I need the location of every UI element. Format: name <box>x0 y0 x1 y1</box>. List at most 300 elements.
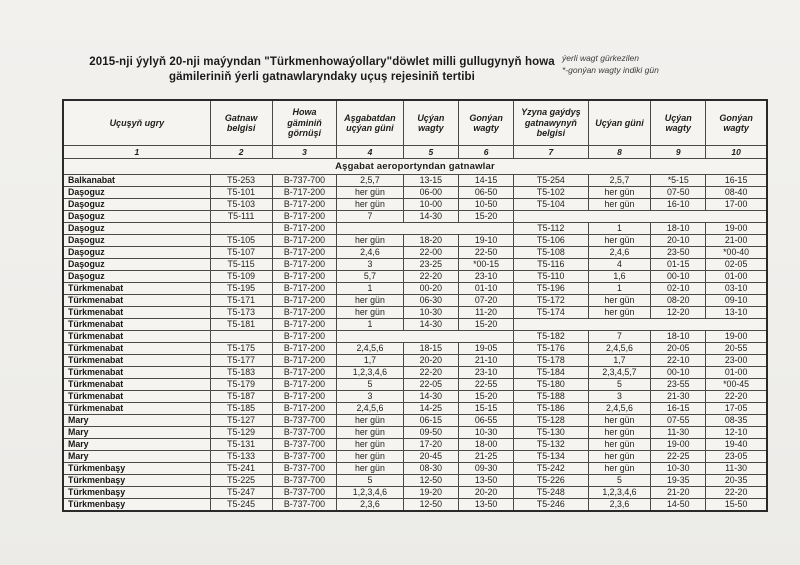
column-number-8: 8 <box>588 146 651 159</box>
cell-departure-days: 5 <box>337 379 403 391</box>
cell-destination: Türkmenabat <box>63 379 210 391</box>
cell-return-arrival-time: 17-00 <box>706 199 767 211</box>
header-cell-flight-number: Gatnaw belgisi <box>210 100 272 146</box>
cell-flight-number: T5-225 <box>210 475 272 487</box>
cell-flight-number: T5-107 <box>210 247 272 259</box>
section-header-row <box>63 159 767 175</box>
cell-destination: Türkmenabat <box>63 391 210 403</box>
cell-destination: Daşoguz <box>63 223 210 235</box>
cell-departure-time: 20-20 <box>403 355 459 367</box>
cell-return-arrival-time: 11-30 <box>706 463 767 475</box>
cell-aircraft-type: B-717-200 <box>272 379 337 391</box>
cell-departure-time: 20-45 <box>403 451 459 463</box>
cell-destination: Türkmenabat <box>63 403 210 415</box>
cell-flight-number: T5-177 <box>210 355 272 367</box>
cell-destination: Türkmenbaşy <box>63 487 210 499</box>
column-number-7: 7 <box>514 146 589 159</box>
cell-departure-days: her gün <box>337 235 403 247</box>
cell-return-arrival-time: 01-00 <box>706 367 767 379</box>
cell-return-days: her gün <box>588 235 651 247</box>
cell-return-departure-time: 12-20 <box>651 307 706 319</box>
cell-flight-number: T5-171 <box>210 295 272 307</box>
cell-departure-days: 2,4,5,6 <box>337 343 403 355</box>
column-number-1: 1 <box>63 146 210 159</box>
header-cell-departure-time: Uçýan wagty <box>403 100 459 146</box>
table-row <box>63 391 767 403</box>
cell-arrival-time: 07-20 <box>459 295 514 307</box>
table-row <box>63 463 767 475</box>
cell-return-arrival-time: 19-00 <box>706 223 767 235</box>
table-row <box>63 367 767 379</box>
cell-aircraft-type: B-717-200 <box>272 199 337 211</box>
cell-destination: Türkmenabat <box>63 367 210 379</box>
cell-aircraft-type: B-717-200 <box>272 367 337 379</box>
cell-departure-time: 12-50 <box>403 499 459 512</box>
table-row <box>63 211 767 223</box>
flight-schedule-table <box>62 99 768 512</box>
table-row <box>63 487 767 499</box>
cell-flight-number: T5-187 <box>210 391 272 403</box>
cell-return-arrival-time: 03-10 <box>706 283 767 295</box>
table-row <box>63 403 767 415</box>
table-row <box>63 235 767 247</box>
legend-note-line2: *-gonýan wagty indiki gün <box>562 65 659 75</box>
cell-destination: Türkmenabat <box>63 307 210 319</box>
cell-departure-time: 06-00 <box>403 187 459 199</box>
cell-return-arrival-time: 13-10 <box>706 307 767 319</box>
table-row <box>63 331 767 343</box>
cell-aircraft-type: B-737-700 <box>272 439 337 451</box>
column-number-row <box>63 146 767 159</box>
cell-departure-time: 22-20 <box>403 367 459 379</box>
cell-departure-time: 14-25 <box>403 403 459 415</box>
cell-departure-days: 2,4,5,6 <box>337 403 403 415</box>
cell-aircraft-type: B-737-700 <box>272 487 337 499</box>
cell-return-days: 4 <box>588 259 651 271</box>
cell-destination: Türkmenabat <box>63 319 210 331</box>
cell-return-flight-number: T5-110 <box>514 271 589 283</box>
cell-flight-number: T5-111 <box>210 211 272 223</box>
cell-arrival-time: 20-20 <box>459 487 514 499</box>
cell-aircraft-type: B-737-700 <box>272 463 337 475</box>
cell-departure-days: her gün <box>337 451 403 463</box>
header-cell-aircraft-type: Howa gäminiň görnüşi <box>272 100 337 146</box>
section-header: Aşgabat aeroportyndan gatnawlar <box>63 159 767 175</box>
table-row <box>63 247 767 259</box>
cell-departure-days: her gün <box>337 427 403 439</box>
cell-return-arrival-time: 09-10 <box>706 295 767 307</box>
cell-flight-number: T5-247 <box>210 487 272 499</box>
cell-aircraft-type: B-717-200 <box>272 235 337 247</box>
cell-return-days: her gün <box>588 199 651 211</box>
table-row <box>63 295 767 307</box>
cell-return-arrival-time: 20-55 <box>706 343 767 355</box>
table-row <box>63 259 767 271</box>
cell-return-days: 7 <box>588 331 651 343</box>
cell-return-days: 2,3,4,5,7 <box>588 367 651 379</box>
cell-return-departure-time: 20-10 <box>651 235 706 247</box>
cell-flight-number: T5-173 <box>210 307 272 319</box>
cell-arrival-time: 15-20 <box>459 319 514 331</box>
table-row <box>63 283 767 295</box>
cell-arrival-time: 15-15 <box>459 403 514 415</box>
page-title-line2: gämileriniň ýerli gatnawlaryndaky uçuş rejesiniň tertibi <box>169 71 475 83</box>
cell-arrival-time: 15-20 <box>459 211 514 223</box>
cell-flight-number: T5-115 <box>210 259 272 271</box>
cell-return-days: 5 <box>588 379 651 391</box>
table-row <box>63 199 767 211</box>
table-row <box>63 439 767 451</box>
cell-aircraft-type: B-717-200 <box>272 271 337 283</box>
cell-aircraft-type: B-717-200 <box>272 223 337 235</box>
cell-arrival-time: 23-10 <box>459 271 514 283</box>
cell-flight-number: T5-103 <box>210 199 272 211</box>
cell-departure-days: 2,4,6 <box>337 247 403 259</box>
cell-return-departure-time: 11-30 <box>651 427 706 439</box>
cell-return-departure-time: 19-35 <box>651 475 706 487</box>
cell-departure-days: her gün <box>337 295 403 307</box>
cell-departure-days: 1,2,3,4,6 <box>337 367 403 379</box>
cell-departure-time: 22-20 <box>403 271 459 283</box>
cell-return-days: 1,2,3,4,6 <box>588 487 651 499</box>
cell-arrival-time: 14-15 <box>459 175 514 187</box>
cell-flight-number: T5-179 <box>210 379 272 391</box>
cell-return-flight-number: T5-226 <box>514 475 589 487</box>
cell-departure-time: 10-00 <box>403 199 459 211</box>
cell-departure-time: 00-20 <box>403 283 459 295</box>
cell-return-days: 1 <box>588 223 651 235</box>
cell-flight-number: T5-181 <box>210 319 272 331</box>
cell-flight-number <box>210 331 272 343</box>
cell-destination: Daşoguz <box>63 187 210 199</box>
cell-return-flight-number: T5-180 <box>514 379 589 391</box>
cell-blank-merged <box>337 331 514 343</box>
cell-return-days: 3 <box>588 391 651 403</box>
cell-aircraft-type: B-737-700 <box>272 175 337 187</box>
cell-return-arrival-time: 20-35 <box>706 475 767 487</box>
cell-return-flight-number: T5-134 <box>514 451 589 463</box>
cell-aircraft-type: B-717-200 <box>272 187 337 199</box>
cell-destination: Türkmenbaşy <box>63 475 210 487</box>
cell-aircraft-type: B-717-200 <box>272 295 337 307</box>
cell-aircraft-type: B-737-700 <box>272 475 337 487</box>
cell-flight-number: T5-241 <box>210 463 272 475</box>
legend-note-line1: ýerli wagt gürkezilen <box>562 53 640 63</box>
cell-aircraft-type: B-717-200 <box>272 331 337 343</box>
header-row <box>63 100 767 146</box>
cell-destination: Mary <box>63 415 210 427</box>
cell-destination: Daşoguz <box>63 199 210 211</box>
table-row <box>63 307 767 319</box>
cell-return-departure-time: 23-55 <box>651 379 706 391</box>
header-cell-return-flight-number: Yzyna gaýdyş gatnawynyň belgisi <box>514 100 589 146</box>
cell-return-flight-number: T5-106 <box>514 235 589 247</box>
cell-flight-number: T5-131 <box>210 439 272 451</box>
table-row <box>63 475 767 487</box>
cell-departure-time: 06-30 <box>403 295 459 307</box>
cell-departure-time: 12-50 <box>403 475 459 487</box>
cell-departure-time: 10-30 <box>403 307 459 319</box>
cell-departure-time: 23-25 <box>403 259 459 271</box>
cell-arrival-time: 13-50 <box>459 475 514 487</box>
cell-return-days: her gün <box>588 439 651 451</box>
cell-return-departure-time: 00-10 <box>651 271 706 283</box>
cell-departure-days: her gün <box>337 187 403 199</box>
cell-departure-days: 5 <box>337 475 403 487</box>
cell-departure-time: 06-15 <box>403 415 459 427</box>
cell-destination: Türkmenabat <box>63 331 210 343</box>
cell-return-arrival-time: 19-00 <box>706 331 767 343</box>
cell-return-departure-time: 16-10 <box>651 199 706 211</box>
cell-return-departure-time: 02-10 <box>651 283 706 295</box>
cell-aircraft-type: B-717-200 <box>272 247 337 259</box>
cell-return-departure-time: 21-30 <box>651 391 706 403</box>
cell-departure-time: 19-20 <box>403 487 459 499</box>
cell-destination: Mary <box>63 451 210 463</box>
cell-departure-days: 3 <box>337 391 403 403</box>
cell-arrival-time: 19-10 <box>459 235 514 247</box>
cell-destination: Mary <box>63 427 210 439</box>
cell-arrival-time: 22-55 <box>459 379 514 391</box>
table-row <box>63 355 767 367</box>
cell-arrival-time: 06-50 <box>459 187 514 199</box>
cell-aircraft-type: B-737-700 <box>272 451 337 463</box>
legend-note <box>562 52 772 76</box>
cell-arrival-time: 22-50 <box>459 247 514 259</box>
cell-return-arrival-time: 15-50 <box>706 499 767 512</box>
cell-departure-days: 2,3,6 <box>337 499 403 512</box>
cell-arrival-time: 01-10 <box>459 283 514 295</box>
cell-departure-days: 1 <box>337 319 403 331</box>
cell-return-arrival-time: 08-35 <box>706 415 767 427</box>
cell-aircraft-type: B-737-700 <box>272 499 337 512</box>
cell-return-days: 2,4,5,6 <box>588 403 651 415</box>
column-number-3: 3 <box>272 146 337 159</box>
cell-return-flight-number: T5-248 <box>514 487 589 499</box>
cell-blank-merged <box>514 211 767 223</box>
cell-return-flight-number: T5-246 <box>514 499 589 512</box>
column-number-2: 2 <box>210 146 272 159</box>
cell-return-days: her gün <box>588 463 651 475</box>
cell-aircraft-type: B-717-200 <box>272 283 337 295</box>
cell-aircraft-type: B-717-200 <box>272 355 337 367</box>
cell-destination: Daşoguz <box>63 247 210 259</box>
cell-return-flight-number: T5-196 <box>514 283 589 295</box>
cell-return-flight-number: T5-242 <box>514 463 589 475</box>
cell-aircraft-type: B-717-200 <box>272 307 337 319</box>
cell-departure-time: 18-20 <box>403 235 459 247</box>
table-row <box>63 319 767 331</box>
cell-return-days: her gün <box>588 415 651 427</box>
cell-destination: Türkmenabat <box>63 355 210 367</box>
table-row <box>63 175 767 187</box>
cell-flight-number: T5-175 <box>210 343 272 355</box>
cell-departure-time: 14-30 <box>403 211 459 223</box>
cell-flight-number: T5-127 <box>210 415 272 427</box>
cell-return-days: 2,3,6 <box>588 499 651 512</box>
cell-departure-time: 22-05 <box>403 379 459 391</box>
cell-return-flight-number: T5-174 <box>514 307 589 319</box>
header-cell-destination: Uçuşyň ugry <box>63 100 210 146</box>
column-number-4: 4 <box>337 146 403 159</box>
cell-departure-time: 22-00 <box>403 247 459 259</box>
cell-return-departure-time: 19-00 <box>651 439 706 451</box>
cell-return-days: 2,4,6 <box>588 247 651 259</box>
cell-return-days: 1,7 <box>588 355 651 367</box>
cell-aircraft-type: B-717-200 <box>272 403 337 415</box>
cell-return-departure-time: 21-20 <box>651 487 706 499</box>
cell-flight-number: T5-185 <box>210 403 272 415</box>
cell-destination: Türkmenabat <box>63 343 210 355</box>
cell-return-flight-number: T5-102 <box>514 187 589 199</box>
header-cell-departure-days: Aşgabatdan uçýan güni <box>337 100 403 146</box>
cell-return-arrival-time: 16-15 <box>706 175 767 187</box>
cell-return-departure-time: 08-20 <box>651 295 706 307</box>
cell-departure-days: her gün <box>337 199 403 211</box>
cell-departure-days: her gün <box>337 307 403 319</box>
cell-return-arrival-time: 23-00 <box>706 355 767 367</box>
cell-destination: Daşoguz <box>63 259 210 271</box>
cell-return-departure-time: 16-15 <box>651 403 706 415</box>
table-row <box>63 451 767 463</box>
header-cell-return-days: Uçýan güni <box>588 100 651 146</box>
cell-departure-time: 14-30 <box>403 391 459 403</box>
cell-arrival-time: 18-00 <box>459 439 514 451</box>
cell-aircraft-type: B-717-200 <box>272 343 337 355</box>
cell-destination: Balkanabat <box>63 175 210 187</box>
table-row <box>63 343 767 355</box>
cell-departure-days: her gün <box>337 415 403 427</box>
cell-departure-days: 1,2,3,4,6 <box>337 487 403 499</box>
cell-destination: Türkmenbaşy <box>63 499 210 512</box>
cell-departure-days: her gün <box>337 439 403 451</box>
cell-aircraft-type: B-717-200 <box>272 391 337 403</box>
cell-flight-number: T5-105 <box>210 235 272 247</box>
cell-departure-days: 1,7 <box>337 355 403 367</box>
cell-departure-days: 3 <box>337 259 403 271</box>
cell-return-arrival-time: 17-05 <box>706 403 767 415</box>
cell-return-departure-time: 22-10 <box>651 355 706 367</box>
cell-destination: Daşoguz <box>63 271 210 283</box>
cell-return-flight-number: T5-108 <box>514 247 589 259</box>
cell-return-days: her gün <box>588 295 651 307</box>
cell-return-flight-number: T5-172 <box>514 295 589 307</box>
cell-return-arrival-time: 22-20 <box>706 391 767 403</box>
cell-flight-number: T5-133 <box>210 451 272 463</box>
table-body <box>63 159 767 512</box>
cell-return-flight-number: T5-128 <box>514 415 589 427</box>
cell-aircraft-type: B-737-700 <box>272 427 337 439</box>
cell-arrival-time: 21-10 <box>459 355 514 367</box>
table-row <box>63 187 767 199</box>
cell-return-departure-time: 14-50 <box>651 499 706 512</box>
table-row <box>63 415 767 427</box>
column-number-10: 10 <box>706 146 767 159</box>
cell-return-days: 1 <box>588 283 651 295</box>
cell-return-departure-time: 10-30 <box>651 463 706 475</box>
cell-return-departure-time: 07-50 <box>651 187 706 199</box>
cell-return-arrival-time: *00-40 <box>706 247 767 259</box>
cell-destination: Daşoguz <box>63 211 210 223</box>
column-number-5: 5 <box>403 146 459 159</box>
cell-return-flight-number: T5-130 <box>514 427 589 439</box>
cell-return-days: 5 <box>588 475 651 487</box>
cell-blank-merged <box>514 319 767 331</box>
header-cell-return-arrival-time: Gonýan wagty <box>706 100 767 146</box>
cell-departure-days: 5,7 <box>337 271 403 283</box>
cell-return-flight-number: T5-184 <box>514 367 589 379</box>
cell-aircraft-type: B-717-200 <box>272 211 337 223</box>
cell-return-days: 2,5,7 <box>588 175 651 187</box>
cell-return-flight-number: T5-186 <box>514 403 589 415</box>
cell-arrival-time: 10-50 <box>459 199 514 211</box>
cell-flight-number: T5-183 <box>210 367 272 379</box>
cell-return-arrival-time: *00-45 <box>706 379 767 391</box>
cell-blank-merged <box>337 223 514 235</box>
cell-arrival-time: *00-15 <box>459 259 514 271</box>
cell-departure-time: 09-50 <box>403 427 459 439</box>
cell-destination: Mary <box>63 439 210 451</box>
cell-destination: Türkmenbaşy <box>63 463 210 475</box>
cell-return-departure-time: 22-25 <box>651 451 706 463</box>
table-row <box>63 223 767 235</box>
cell-flight-number: T5-253 <box>210 175 272 187</box>
cell-return-days: her gün <box>588 307 651 319</box>
header-cell-return-departure-time: Uçýan wagty <box>651 100 706 146</box>
cell-return-flight-number: T5-104 <box>514 199 589 211</box>
cell-return-arrival-time: 01-00 <box>706 271 767 283</box>
cell-return-arrival-time: 19-40 <box>706 439 767 451</box>
cell-arrival-time: 19-05 <box>459 343 514 355</box>
cell-aircraft-type: B-717-200 <box>272 259 337 271</box>
cell-departure-days: her gün <box>337 463 403 475</box>
cell-flight-number: T5-245 <box>210 499 272 512</box>
cell-return-arrival-time: 21-00 <box>706 235 767 247</box>
cell-return-flight-number: T5-116 <box>514 259 589 271</box>
table-row <box>63 499 767 512</box>
cell-flight-number: T5-129 <box>210 427 272 439</box>
cell-departure-days: 1 <box>337 283 403 295</box>
cell-return-flight-number: T5-178 <box>514 355 589 367</box>
cell-destination: Türkmenabat <box>63 295 210 307</box>
page-title <box>72 55 572 85</box>
cell-flight-number: T5-109 <box>210 271 272 283</box>
cell-aircraft-type: B-737-700 <box>272 415 337 427</box>
cell-return-arrival-time: 23-05 <box>706 451 767 463</box>
column-number-9: 9 <box>651 146 706 159</box>
cell-return-flight-number: T5-112 <box>514 223 589 235</box>
cell-return-flight-number: T5-132 <box>514 439 589 451</box>
cell-departure-days: 7 <box>337 211 403 223</box>
cell-return-days: her gün <box>588 427 651 439</box>
header-cell-arrival-time: Gonýan wagty <box>459 100 514 146</box>
cell-flight-number: T5-101 <box>210 187 272 199</box>
cell-return-flight-number: T5-254 <box>514 175 589 187</box>
cell-return-days: 2,4,5,6 <box>588 343 651 355</box>
cell-return-departure-time: *5-15 <box>651 175 706 187</box>
cell-return-departure-time: 18-10 <box>651 331 706 343</box>
cell-return-arrival-time: 22-20 <box>706 487 767 499</box>
cell-arrival-time: 09-30 <box>459 463 514 475</box>
cell-arrival-time: 11-20 <box>459 307 514 319</box>
cell-departure-time: 18-15 <box>403 343 459 355</box>
cell-return-flight-number: T5-176 <box>514 343 589 355</box>
table-row <box>63 379 767 391</box>
cell-aircraft-type: B-717-200 <box>272 319 337 331</box>
cell-arrival-time: 21-25 <box>459 451 514 463</box>
cell-flight-number: T5-195 <box>210 283 272 295</box>
table-row <box>63 271 767 283</box>
